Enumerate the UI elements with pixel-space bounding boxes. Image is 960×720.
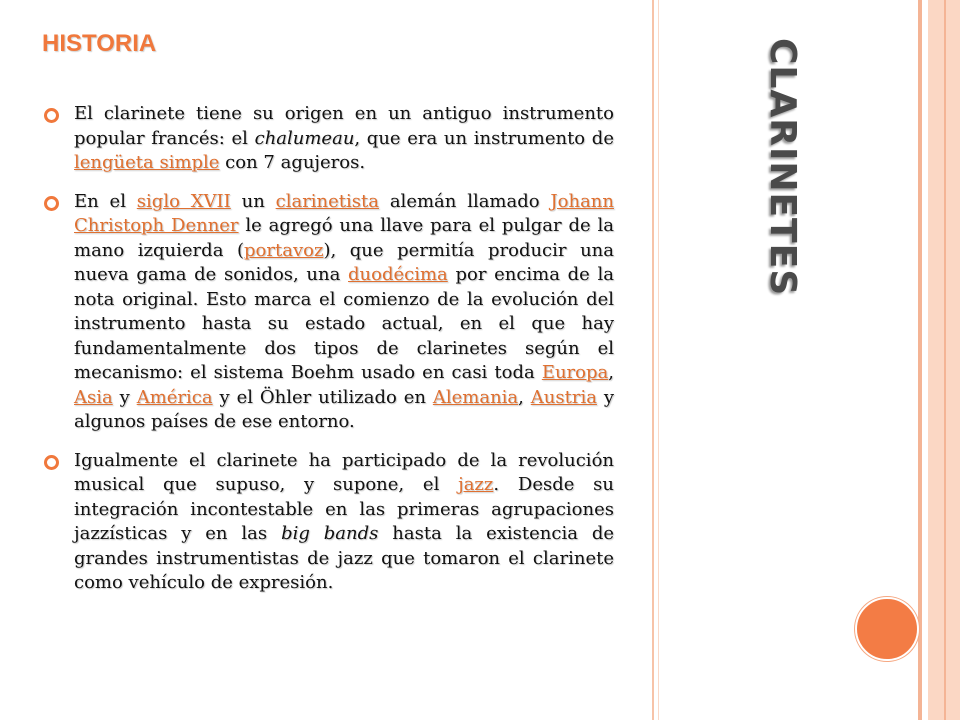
text-segment: hasta la existencia de grandes instrumentistas de jazz que tomaron el clarinete como vehículo de expresión. bbox=[74, 523, 615, 593]
bullet-item bbox=[44, 190, 614, 435]
italic-text: chalumeau bbox=[254, 127, 355, 149]
bullet-text bbox=[74, 103, 614, 173]
text-segment: y el Öhler utilizado en bbox=[212, 386, 433, 408]
text-segment: ), que permitía producir una nueva gama de sonidos, una bbox=[74, 239, 614, 285]
text-link[interactable]: Johann Christoph Denner bbox=[74, 190, 614, 236]
text-link[interactable]: Asia bbox=[74, 386, 113, 408]
text-segment: con 7 agujeros. bbox=[219, 152, 366, 173]
text-segment: , bbox=[608, 362, 614, 383]
text-segment: y bbox=[112, 386, 137, 408]
text-link[interactable]: portavoz bbox=[244, 239, 324, 261]
side-stripe bbox=[944, 0, 946, 720]
text-link[interactable]: lengüeta simple bbox=[74, 152, 220, 173]
text-segment: alemán llamado bbox=[379, 190, 551, 212]
side-stripe bbox=[652, 0, 654, 720]
section-title: HISTORIA bbox=[42, 30, 157, 57]
text-segment: Igualmente el clarinete ha participado de la revolución musical que supuso, y supone, el bbox=[74, 449, 614, 495]
text-segment: , que era un instrumento de bbox=[354, 127, 614, 149]
ring-bullet-icon bbox=[44, 196, 59, 211]
ring-bullet-icon bbox=[44, 455, 59, 470]
side-stripe bbox=[658, 0, 659, 720]
ring-bullet-icon bbox=[44, 108, 59, 123]
bullet-text bbox=[74, 191, 614, 433]
slide-title: CLARINETES bbox=[762, 38, 803, 297]
text-segment: . Desde su integración incontestable en las primeras agrupaciones jazzísticas y en las bbox=[74, 474, 614, 544]
bullet-item bbox=[44, 449, 614, 596]
side-stripe bbox=[918, 0, 922, 720]
text-segment: por encima de la nota original. Esto marca el comienzo de la evolución del instrumento hasta su estado actual, en el que hay fundamentalmente dos tipos de clarinetes según el mecanismo: el sistema Boehm usado en casi toda bbox=[74, 264, 614, 383]
bullet-text bbox=[74, 450, 614, 594]
bullet-list bbox=[44, 102, 614, 610]
orange-circle-decoration bbox=[855, 597, 919, 661]
text-segment: y algunos países de ese entorno. bbox=[74, 386, 615, 432]
text-link[interactable]: duodécima bbox=[348, 264, 448, 285]
text-link[interactable]: siglo XVII bbox=[136, 190, 231, 212]
text-segment: le agregó una llave para el pulgar de la mano izquierda ( bbox=[74, 215, 614, 261]
text-link[interactable]: clarinetista bbox=[275, 190, 379, 212]
text-link[interactable]: Alemania bbox=[432, 386, 519, 408]
text-link[interactable]: Austria bbox=[530, 386, 597, 408]
text-segment: En el bbox=[74, 190, 137, 212]
text-segment: un bbox=[230, 190, 276, 212]
italic-text: big bands bbox=[281, 523, 379, 544]
bullet-item bbox=[44, 102, 614, 176]
text-segment: El clarinete tiene su origen en un antiguo instrumento popular francés: el bbox=[74, 103, 614, 149]
text-segment: , bbox=[518, 386, 531, 408]
text-link[interactable]: Europa bbox=[541, 362, 609, 383]
text-link[interactable]: América bbox=[136, 386, 213, 408]
text-link[interactable]: jazz bbox=[458, 474, 494, 495]
